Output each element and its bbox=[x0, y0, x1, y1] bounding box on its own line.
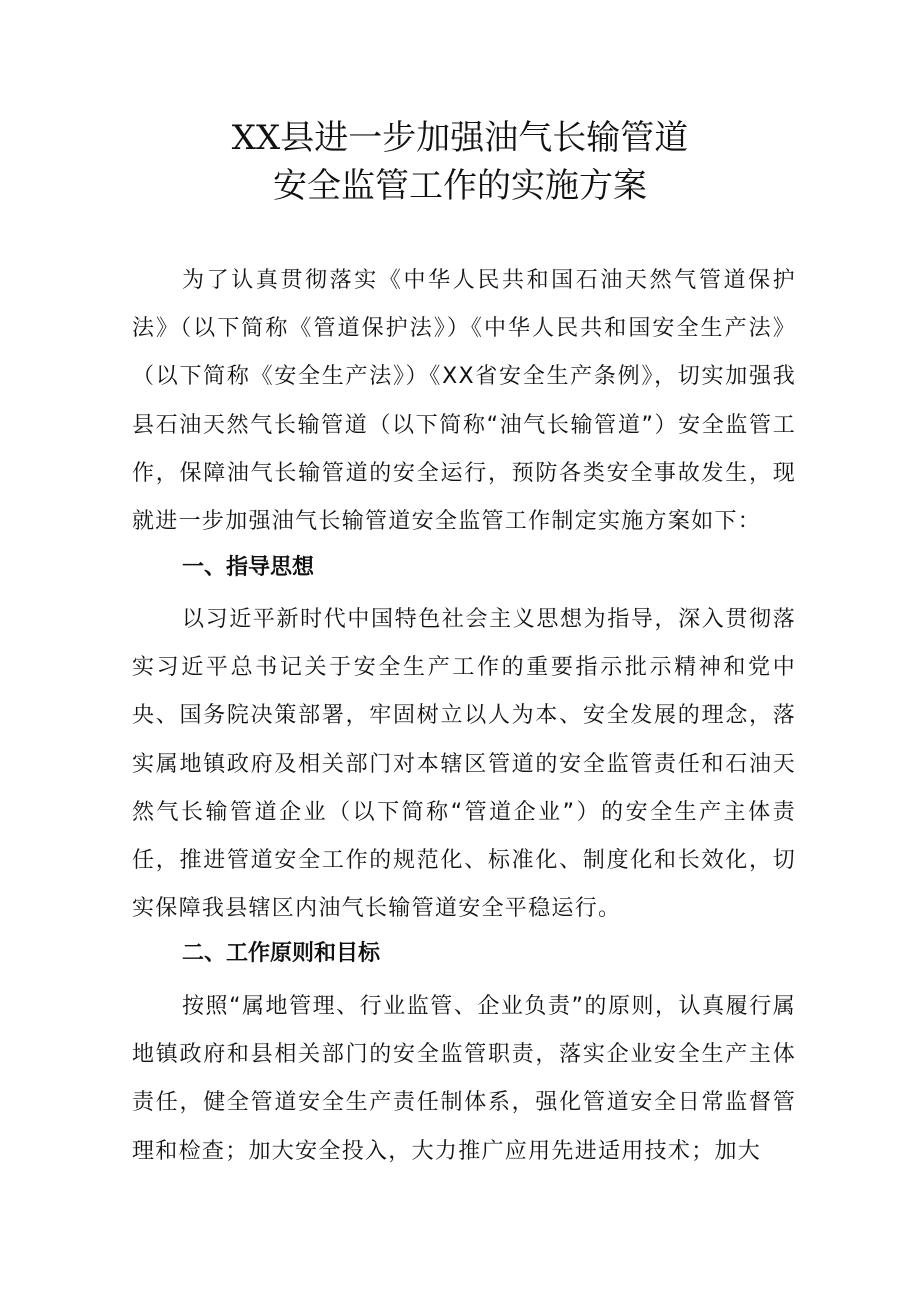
document-title-line-2: 安全监管工作的实施方案 bbox=[273, 166, 647, 206]
section-paragraph-guiding-ideology: 以习近平新时代中国特色社会主义思想为指导，深入贯彻落实习近平总书记关于安全生产工作的重要指示批示精神和党中央、国务院决策部署，牢固树立以人为本、安全发展的理念，落实属地镇政府及相关部门对本辖区管道的安全监管责任和石油天然气长输管道企业（以下简称“管道企业”）的安全生产主体责任，推进管道安全工作的规范化、标准化、制度化和长效化，切实保障我县辖区内油气长输管道安全平稳运行。 bbox=[132, 607, 796, 922]
section-heading-principles-goals: 二、工作原则和目标 bbox=[182, 941, 381, 966]
section-paragraph-principles-goals: 按照“属地管理、行业监管、企业负责”的原则，认真履行属地镇政府和县相关部门的安全监管职责，落实企业安全生产主体责任，健全管道安全生产责任制体系，强化管道安全日常监督管理和检查；加大安全投入，大力推广应用先进适用技术；加大 bbox=[132, 994, 796, 1164]
section-heading-guiding-ideology: 一、指导思想 bbox=[182, 555, 315, 580]
document-title-line-1: XX县进一步加强油气长输管道 bbox=[231, 118, 689, 158]
intro-paragraph: 为了认真贯彻落实《中华人民共和国石油天然气管道保护法》（以下简称《管道保护法》）《中华人民共和国安全生产法》（以下简称《安全生产法》）《XX省安全生产条例》，切实加强我县石油天然气长输管道（以下简称“油气长输管道”）安全监管工作，保障油气长输管道的安全运行，预防各类安全事故发生，现就进一步加强油气长输管道安全监管工作制定实施方案如下： bbox=[132, 268, 796, 535]
